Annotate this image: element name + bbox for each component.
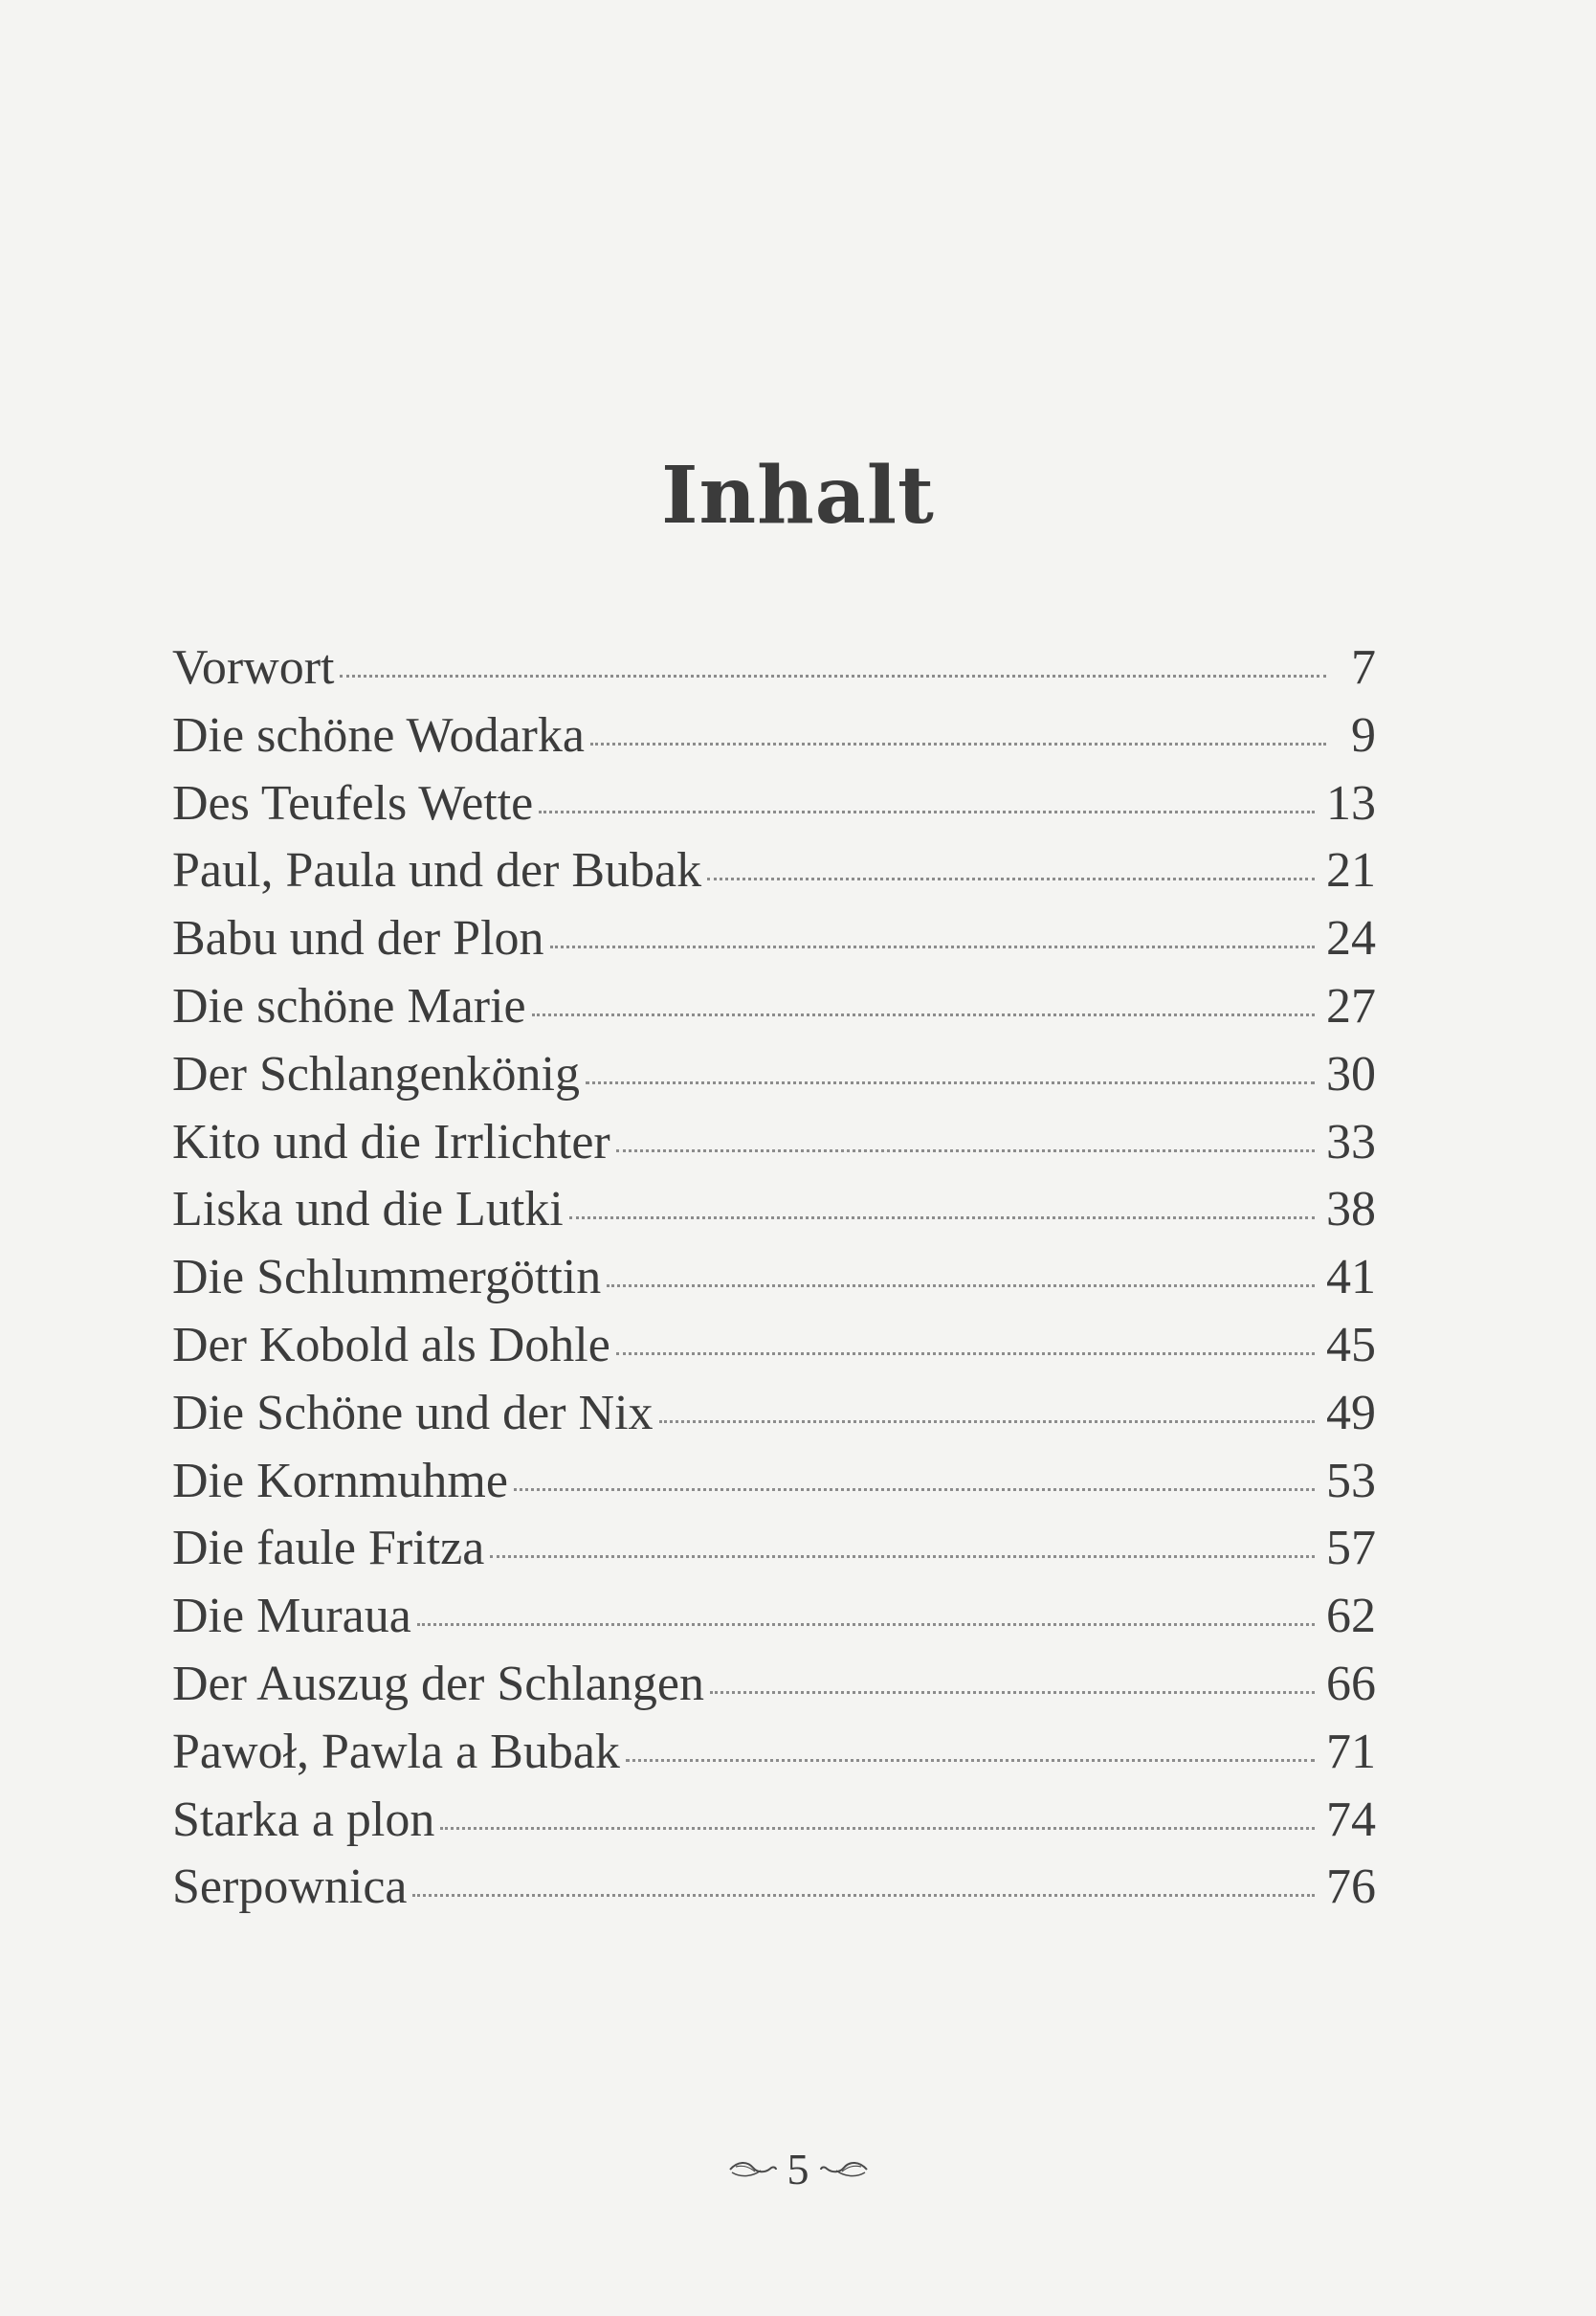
page-number: 5 <box>787 2145 809 2194</box>
toc-entry-title: Liska und die Lutki <box>172 1182 564 1237</box>
toc-dot-leader <box>616 1149 1315 1152</box>
toc-entry <box>172 1656 1376 1724</box>
toc-entry <box>172 1792 1376 1859</box>
toc-dot-leader <box>550 946 1315 948</box>
toc-entry <box>172 707 1376 775</box>
toc-entry-page-number: 41 <box>1326 1250 1376 1305</box>
toc-dot-leader <box>569 1216 1315 1219</box>
toc-entry-page-number: 62 <box>1326 1589 1376 1644</box>
toc-dot-leader <box>412 1894 1315 1897</box>
toc-dot-leader <box>539 811 1315 813</box>
toc-entry-page-number: 7 <box>1351 640 1376 695</box>
toc-entry-page-number: 30 <box>1326 1046 1376 1102</box>
toc-entry-title: Paul, Paula und der Bubak <box>172 843 702 899</box>
toc-entry-page-number: 66 <box>1326 1656 1376 1711</box>
toc-entry <box>172 1859 1376 1926</box>
toc-entry <box>172 1317 1376 1385</box>
toc-dot-leader <box>490 1555 1315 1558</box>
toc-dot-leader <box>417 1623 1315 1626</box>
toc-entry-title: Des Teufels Wette <box>172 775 534 831</box>
toc-entry-page-number: 38 <box>1326 1182 1376 1237</box>
flourish-right-icon <box>819 2159 869 2180</box>
toc-entry-title: Die schöne Wodarka <box>172 707 585 763</box>
toc-entry-page-number: 24 <box>1326 911 1376 967</box>
toc-dot-leader <box>440 1827 1315 1830</box>
flourish-left-icon <box>728 2159 778 2180</box>
toc-entry <box>172 1724 1376 1792</box>
toc-entry-page-number: 53 <box>1326 1453 1376 1508</box>
toc-entry <box>172 978 1376 1046</box>
toc-entry-title: Pawoł, Pawla a Bubak <box>172 1724 620 1779</box>
toc-entry-page-number: 76 <box>1326 1859 1376 1915</box>
toc-dot-leader <box>707 878 1315 880</box>
toc-entry-page-number: 27 <box>1326 978 1376 1034</box>
toc-entry-page-number: 21 <box>1326 843 1376 899</box>
toc-entry <box>172 639 1376 707</box>
toc-dot-leader <box>607 1284 1315 1287</box>
toc-entry-title: Serpownica <box>172 1859 408 1915</box>
toc-entry-title: Starka a plon <box>172 1792 435 1847</box>
toc-entry <box>172 1385 1376 1453</box>
table-of-contents <box>172 639 1376 1926</box>
toc-entry-page-number: 74 <box>1326 1792 1376 1847</box>
page-title: Inhalt <box>661 450 935 542</box>
toc-entry <box>172 1588 1376 1656</box>
toc-dot-leader <box>626 1759 1315 1762</box>
toc-entry-page-number: 13 <box>1326 775 1376 831</box>
toc-entry-title: Babu und der Plon <box>172 911 544 967</box>
toc-dot-leader <box>710 1691 1315 1694</box>
toc-entry-title: Die Schlummergöttin <box>172 1250 602 1305</box>
toc-entry <box>172 1249 1376 1317</box>
toc-entry <box>172 1181 1376 1249</box>
toc-entry-title: Die Kornmuhme <box>172 1453 508 1508</box>
toc-entry <box>172 1046 1376 1114</box>
toc-entry-page-number: 71 <box>1326 1724 1376 1779</box>
toc-entry-title: Der Schlangenkönig <box>172 1046 581 1102</box>
toc-dot-leader <box>659 1420 1315 1423</box>
toc-entry <box>172 1453 1376 1521</box>
toc-entry <box>172 1520 1376 1588</box>
toc-entry <box>172 1114 1376 1182</box>
toc-entry-title: Vorwort <box>172 640 335 695</box>
toc-dot-leader <box>586 1081 1315 1084</box>
toc-dot-leader <box>514 1488 1315 1491</box>
toc-entry-page-number: 45 <box>1326 1317 1376 1372</box>
toc-entry <box>172 910 1376 978</box>
toc-dot-leader <box>616 1352 1315 1355</box>
toc-entry-title: Die schöne Marie <box>172 978 526 1034</box>
toc-entry-page-number: 9 <box>1351 707 1376 763</box>
page-footer <box>0 2144 1596 2194</box>
toc-dot-leader <box>532 1013 1315 1016</box>
toc-entry-title: Der Kobold als Dohle <box>172 1317 610 1372</box>
toc-entry <box>172 775 1376 843</box>
toc-entry <box>172 842 1376 910</box>
toc-entry-page-number: 57 <box>1326 1521 1376 1576</box>
toc-entry-title: Der Auszug der Schlangen <box>172 1656 704 1711</box>
toc-entry-title: Kito und die Irrlichter <box>172 1114 610 1169</box>
toc-dot-leader <box>340 675 1326 678</box>
toc-entry-title: Die faule Fritza <box>172 1521 485 1576</box>
toc-entry-page-number: 33 <box>1326 1114 1376 1169</box>
toc-entry-title: Die Muraua <box>172 1589 411 1644</box>
toc-dot-leader <box>590 743 1326 746</box>
toc-entry-title: Die Schöne und der Nix <box>172 1385 654 1440</box>
toc-entry-page-number: 49 <box>1326 1385 1376 1440</box>
